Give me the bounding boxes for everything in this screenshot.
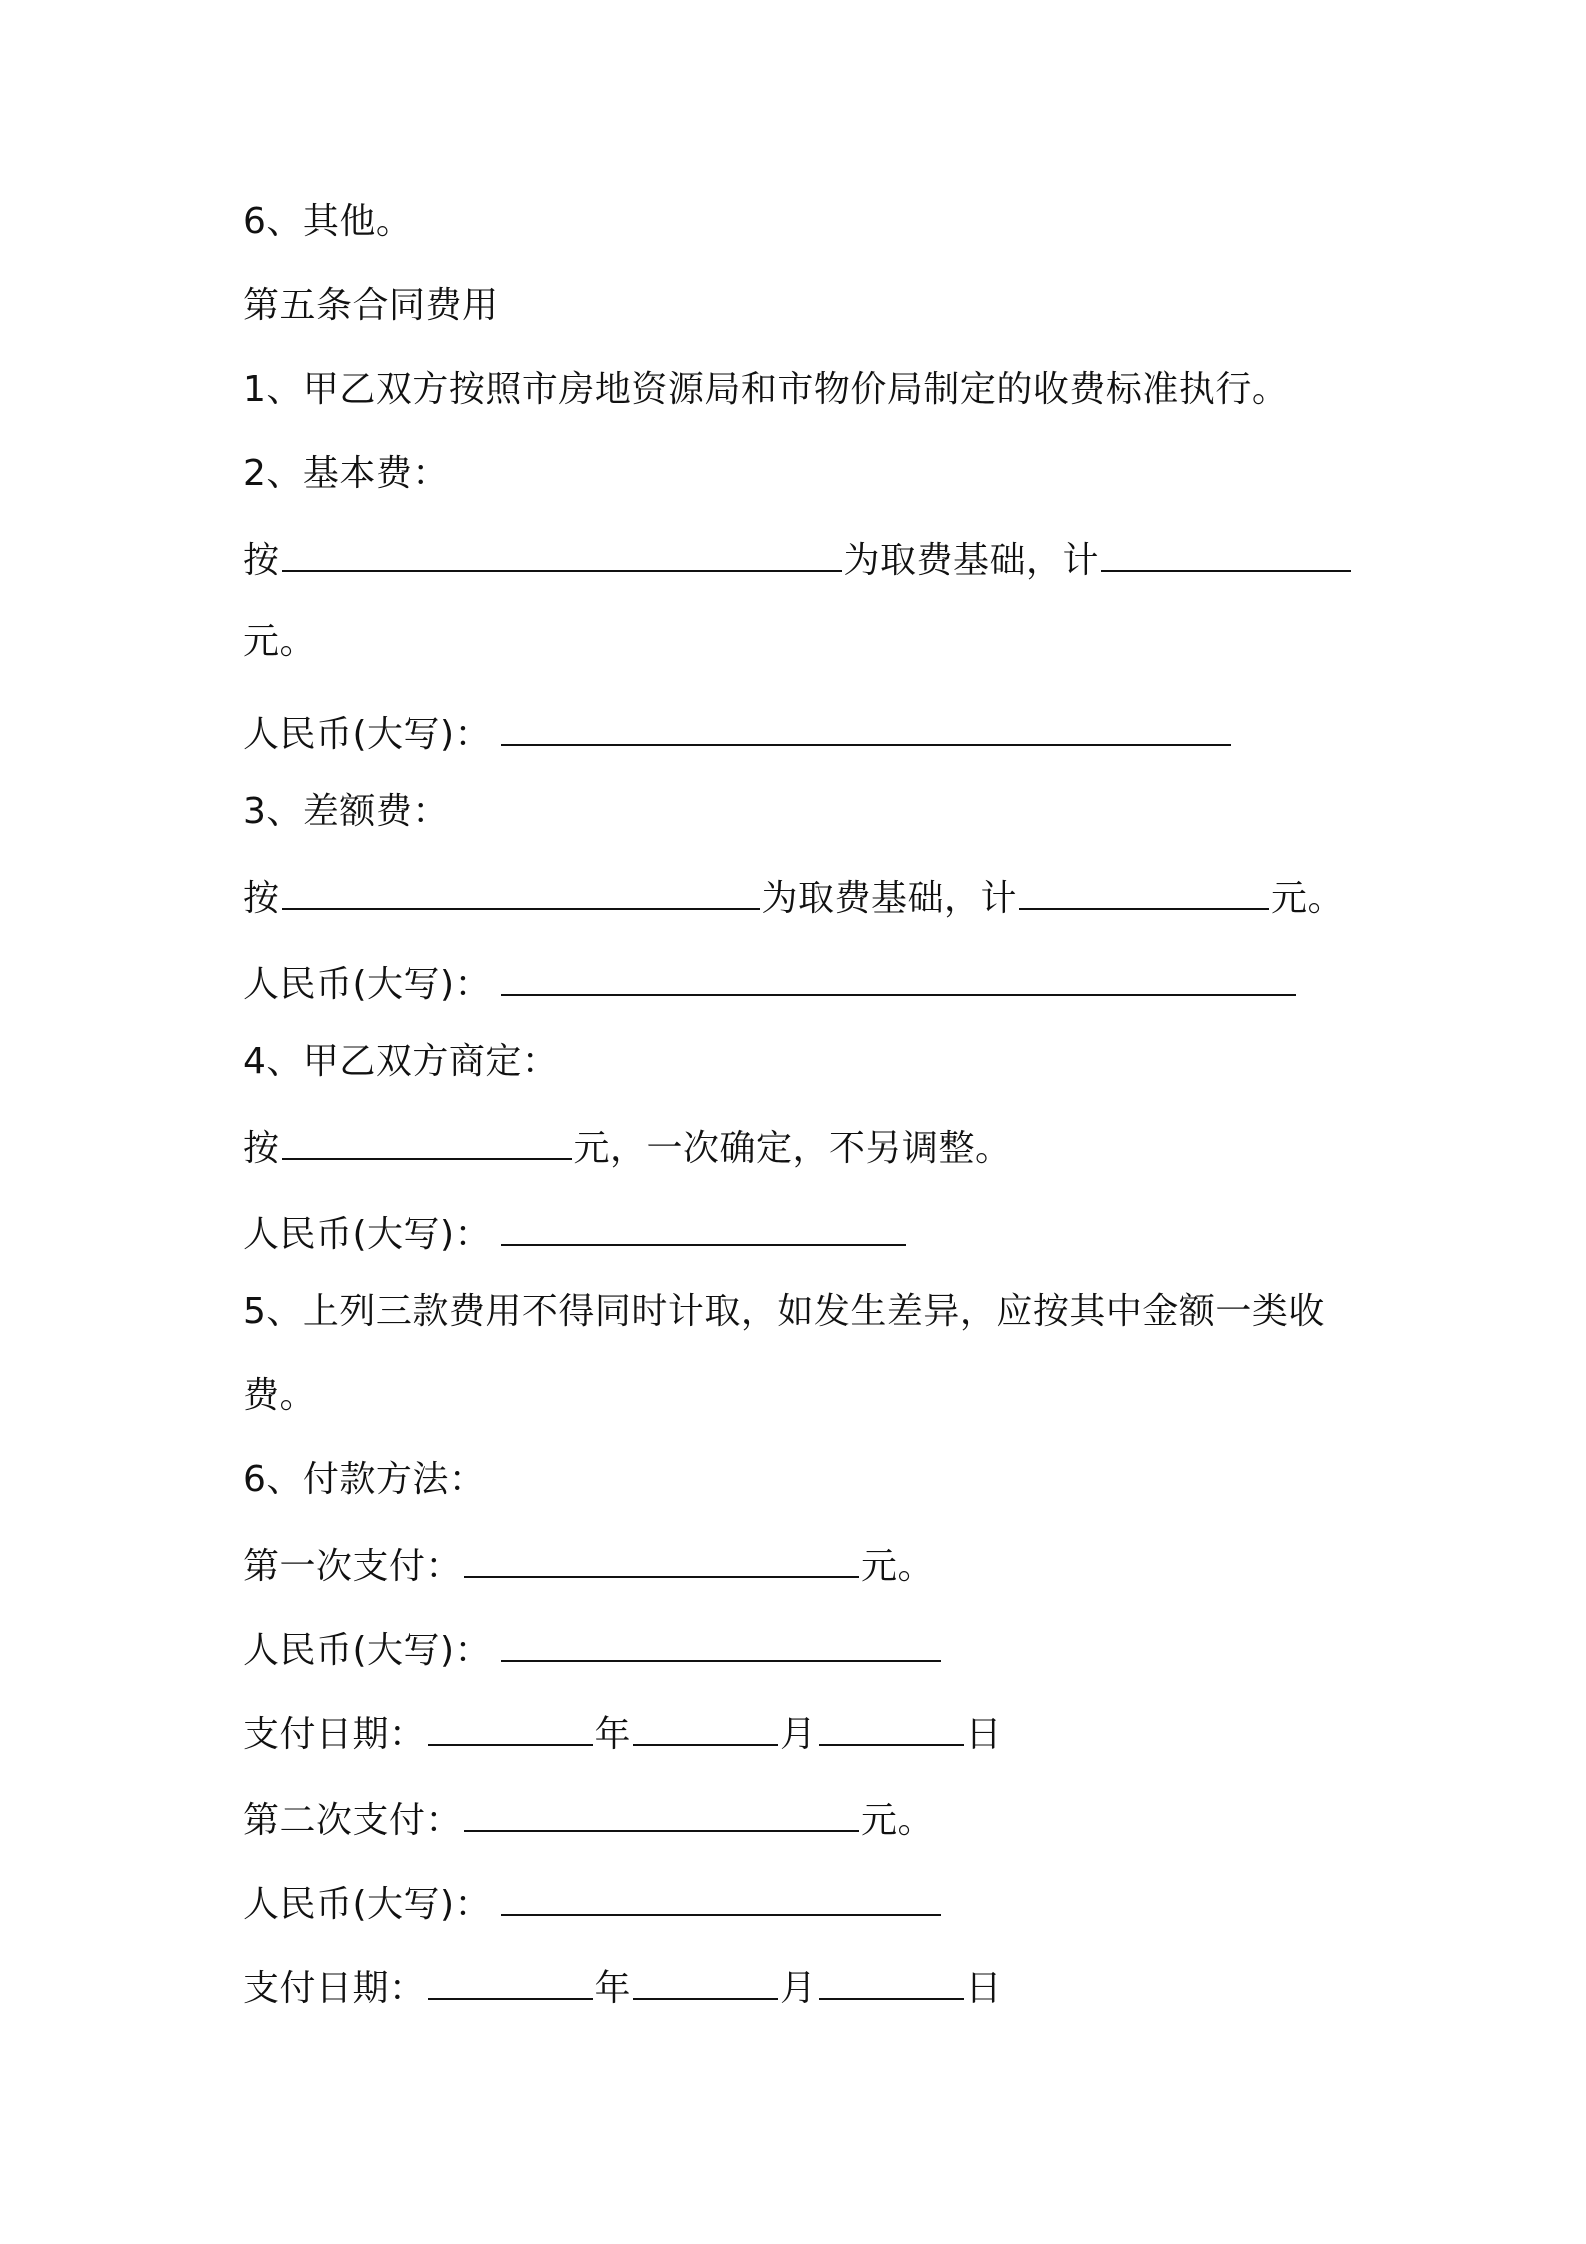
- amount-blank[interactable]: [1101, 536, 1351, 572]
- amount-blank[interactable]: [1019, 874, 1269, 910]
- item-5-rule-continued: [243, 1374, 316, 1418]
- item-text: 费。: [243, 1375, 317, 1416]
- rmb-label: 人民币(大写)：: [243, 714, 492, 755]
- item-text: 1、甲乙双方按照市房地资源局和市物价局制定的收费标准执行。: [243, 369, 1289, 410]
- difference-fee-basis-line: [243, 874, 1344, 921]
- basic-fee-unit: [243, 620, 316, 664]
- rmb-label: 人民币(大写)：: [243, 964, 492, 1005]
- item-2-basic-fee: [243, 452, 449, 496]
- year-blank[interactable]: [428, 1710, 593, 1746]
- date-label: 支付日期：: [243, 1714, 426, 1755]
- text-basis: 为取费基础，计: [843, 540, 1100, 581]
- basis-blank[interactable]: [282, 536, 842, 572]
- agreed-terms-text: 元，一次确定，不另调整。: [573, 1128, 1012, 1169]
- rmb-label: 人民币(大写)：: [243, 1630, 492, 1671]
- year-text: 年: [594, 1968, 632, 2009]
- unit-text: 元。: [1271, 878, 1345, 919]
- year-text: 年: [594, 1714, 632, 1755]
- day-blank[interactable]: [819, 1710, 964, 1746]
- amount-blank[interactable]: [282, 1124, 572, 1160]
- text-an: 按: [243, 540, 280, 581]
- year-blank[interactable]: [428, 1964, 593, 2000]
- date-label: 支付日期：: [243, 1968, 426, 2009]
- item-text: 6、付款方法：: [243, 1459, 486, 1500]
- agreed-fee-amount-line: [243, 1124, 1012, 1171]
- text-an: 按: [243, 878, 280, 919]
- text-an: 按: [243, 1128, 280, 1169]
- month-blank[interactable]: [633, 1710, 778, 1746]
- second-payment-rmb-line: [243, 1880, 943, 1927]
- rmb-blank[interactable]: [501, 1880, 941, 1916]
- rmb-label: 人民币(大写)：: [243, 1884, 492, 1925]
- basic-fee-basis-line: [243, 536, 1353, 583]
- second-payment-line: [243, 1796, 934, 1843]
- basic-fee-rmb-line: [243, 710, 1233, 757]
- rmb-label: 人民币(大写)：: [243, 1214, 492, 1255]
- rmb-blank[interactable]: [501, 1626, 941, 1662]
- article-5-heading: [243, 284, 499, 328]
- second-payment-label: 第二次支付：: [243, 1800, 463, 1841]
- clause-6-other: [243, 200, 412, 244]
- first-payment-date-line: [243, 1710, 1002, 1757]
- item-text: 3、差额费：: [243, 791, 449, 832]
- basis-blank[interactable]: [282, 874, 760, 910]
- unit-text: 元。: [861, 1800, 935, 1841]
- month-text: 月: [780, 1968, 817, 2009]
- second-payment-blank[interactable]: [464, 1796, 859, 1832]
- first-payment-line: [243, 1542, 934, 1589]
- first-payment-label: 第一次支付：: [243, 1546, 463, 1587]
- item-5-rule: [243, 1290, 1325, 1334]
- item-text: 4、甲乙双方商定：: [243, 1041, 559, 1082]
- day-blank[interactable]: [819, 1964, 964, 2000]
- agreed-fee-rmb-line: [243, 1210, 908, 1257]
- unit-text: 元。: [861, 1546, 935, 1587]
- heading-text: 第五条合同费用: [243, 285, 499, 326]
- first-payment-rmb-line: [243, 1626, 943, 1673]
- clause-text: 6、其他。: [243, 201, 413, 242]
- item-1-standard: [243, 368, 1288, 412]
- month-text: 月: [780, 1714, 817, 1755]
- item-6-payment-method: [243, 1458, 485, 1502]
- rmb-blank[interactable]: [501, 710, 1231, 746]
- item-4-agreed-fee: [243, 1040, 558, 1084]
- day-text: 日: [965, 1714, 1003, 1755]
- difference-fee-rmb-line: [243, 960, 1298, 1007]
- first-payment-blank[interactable]: [464, 1542, 859, 1578]
- item-text: 2、基本费：: [243, 453, 449, 494]
- month-blank[interactable]: [633, 1964, 778, 2000]
- text-basis: 为取费基础，计: [761, 878, 1018, 919]
- day-text: 日: [965, 1968, 1003, 2009]
- unit-text: 元。: [243, 621, 317, 662]
- second-payment-date-line: [243, 1964, 1002, 2011]
- rmb-blank[interactable]: [501, 960, 1296, 996]
- item-3-difference-fee: [243, 790, 449, 834]
- rmb-blank[interactable]: [501, 1210, 906, 1246]
- item-text: 5、上列三款费用不得同时计取，如发生差异，应按其中金额一类收: [243, 1291, 1325, 1332]
